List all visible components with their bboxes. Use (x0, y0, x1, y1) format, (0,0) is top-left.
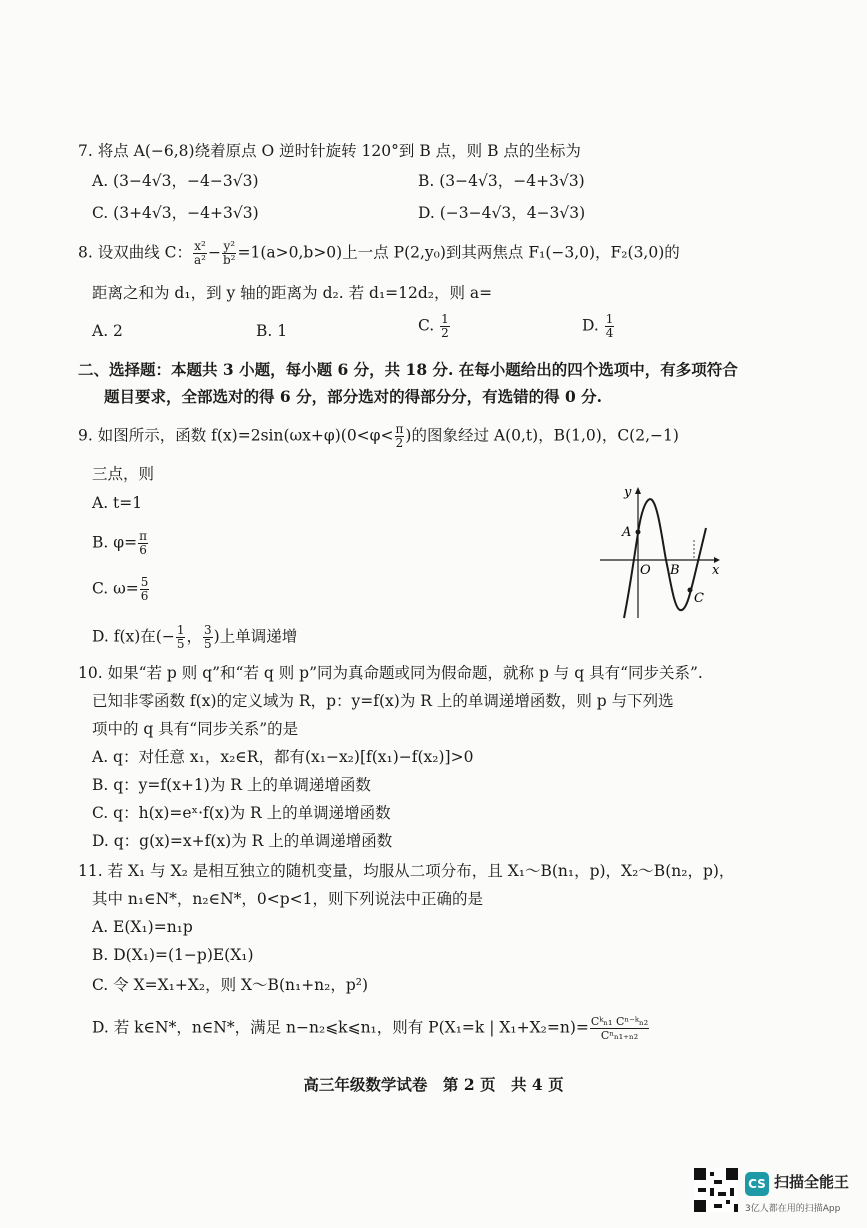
q9-stem: 9. 如图所示，函数 f(x)=2sin(ωx+φ)(0<φ< $\frac{\pi}{2}$ )的图象经过 A(0,t)，B(1,0)，C(2,−1) (78, 422, 679, 450)
x-label: x (712, 563, 720, 578)
point-b-label: B (670, 563, 680, 578)
q10-line1: 10. 如果“若 p 则 q”和“若 q 则 p”同为真命题或同为假命题，就称 p 与 q 具有“同步关系”. (78, 664, 703, 682)
q11-option-b: B. D(X₁)=(1−p)E(X₁) (92, 946, 254, 964)
section2-heading-line1: 二、选择题：本题共 3 小题，每小题 6 分，共 18 分. 在每小题给出的四个选项中，有多项符合 (78, 360, 738, 379)
q9-option-c: C. ω= $\frac{5}{6}$ (92, 575, 149, 603)
y-label: y (624, 485, 632, 500)
q11-line2: 其中 n₁∈N*，n₂∈N*，0<p<1，则下列说法中正确的是 (92, 890, 484, 908)
q7-option-a: A. (3−4√3，−4−3√3) (92, 172, 259, 190)
q10-line2: 已知非零函数 f(x)的定义域为 R，p：y=f(x)为 R 上的单调递增函数，则 p 与下列选 (92, 692, 674, 710)
q10-option-a: A. q：对任意 x₁，x₂∈R，都有(x₁−x₂)[f(x₁)−f(x₂)]>0 (92, 748, 474, 766)
q7-option-d: D. (−3−4√3，4−3√3) (418, 204, 586, 222)
point-c-label: C (694, 591, 704, 606)
q7-stem: 7. 将点 A(−6,8)绕着原点 O 逆时针旋转 120°到 B 点，则 B 点的坐标为 (78, 142, 581, 160)
q8-option-c: C. $\frac{1}{2}$ (418, 312, 449, 340)
q9-option-d: D. f(x)在(− $\frac{1}{5}$ ， $\frac{3}{5}$ )上单调递增 (92, 623, 298, 651)
q8-line2: 距离之和为 d₁，到 y 轴的距离为 d₂. 若 d₁=12d₂，则 a= (92, 284, 493, 302)
q10-option-b: B. q：y=f(x+1)为 R 上的单调递增函数 (92, 776, 371, 794)
q8-option-a: A. 2 (92, 322, 123, 340)
q8-frac-y: $\frac{\text{y²}}{\text{b²}}$ (222, 239, 236, 267)
q9-option-b: B. φ= $\frac{\pi}{6}$ (92, 529, 147, 557)
qr-code-icon (694, 1168, 738, 1212)
q11-option-a: A. E(X₁)=n₁p (92, 918, 193, 936)
q11-option-d: D. 若 k∈N*，n∈N*，满足 n−n₂⩽k⩽n₁，则有 P(X₁=k | X₁+X₂=n)= Cᵏₙ₁ Cⁿ⁻ᵏₙ₂ Cⁿₙ₁₊ₙ₂ (92, 1015, 649, 1042)
camscanner-logo: CS (745, 1172, 769, 1196)
q10-option-d: D. q：g(x)=x+f(x)为 R 上的单调递增函数 (92, 832, 393, 850)
point-a-dot (636, 530, 641, 535)
q10-option-c: C. q：h(x)=eˣ·f(x)为 R 上的单调递增函数 (92, 804, 391, 822)
q10-line3: 项中的 q 具有“同步关系”的是 (92, 720, 299, 738)
q8-frac-x: $\frac{\text{x²}}{\text{a²}}$ (194, 239, 206, 267)
q8-option-b: B. 1 (256, 322, 288, 340)
q7-option-b: B. (3−4√3，−4+3√3) (418, 172, 585, 190)
camscanner-name: 扫描全能王 (774, 1173, 850, 1191)
q9-function-graph (596, 478, 726, 623)
q11-option-c: C. 令 X=X₁+X₂，则 X～B(n₁+n₂，p²) (92, 976, 369, 994)
section2-heading-line2: 题目要求，全部选对的得 6 分，部分选对的得部分分，有选错的得 0 分. (104, 387, 603, 406)
point-c-dot (688, 588, 693, 593)
page-footer: 高三年级数学试卷 第 2 页 共 4 页 (303, 1075, 564, 1094)
q9-line2: 三点，则 (92, 465, 155, 483)
q8-stem-prefix: 8. 设双曲线 C： (78, 243, 193, 262)
q8-option-d: D. $\frac{1}{4}$ (582, 312, 614, 340)
q11-line1: 11. 若 X₁ 与 X₂ 是相互独立的随机变量，均服从二项分布，且 X₁～B(n₁，p)，X₂～B(n₂，p)， (78, 862, 735, 880)
camscanner-tagline: 3亿人都在用的扫描App (745, 1204, 841, 1214)
y-axis-arrow (635, 487, 641, 494)
q8-stem: 8. 设双曲线 C： $\frac{\text{x²}}{\text{a²}}$ − $\frac{\text{y²}}{\text{b²}}$ =1(a>0,b>0)上一点 P(2,y₀)到其两焦点 F₁(−3,0)，F₂(3,0)的 (78, 239, 680, 267)
q7-option-c: C. (3+4√3，−4+3√3) (92, 204, 259, 222)
q9-option-a: A. t=1 (92, 494, 143, 512)
point-a-label: A (622, 525, 632, 540)
q8-stem-rest: =1(a>0,b>0)上一点 P(2,y₀)到其两焦点 F₁(−3,0)，F₂(3,0)的 (237, 243, 680, 262)
origin-label: O (640, 563, 651, 578)
